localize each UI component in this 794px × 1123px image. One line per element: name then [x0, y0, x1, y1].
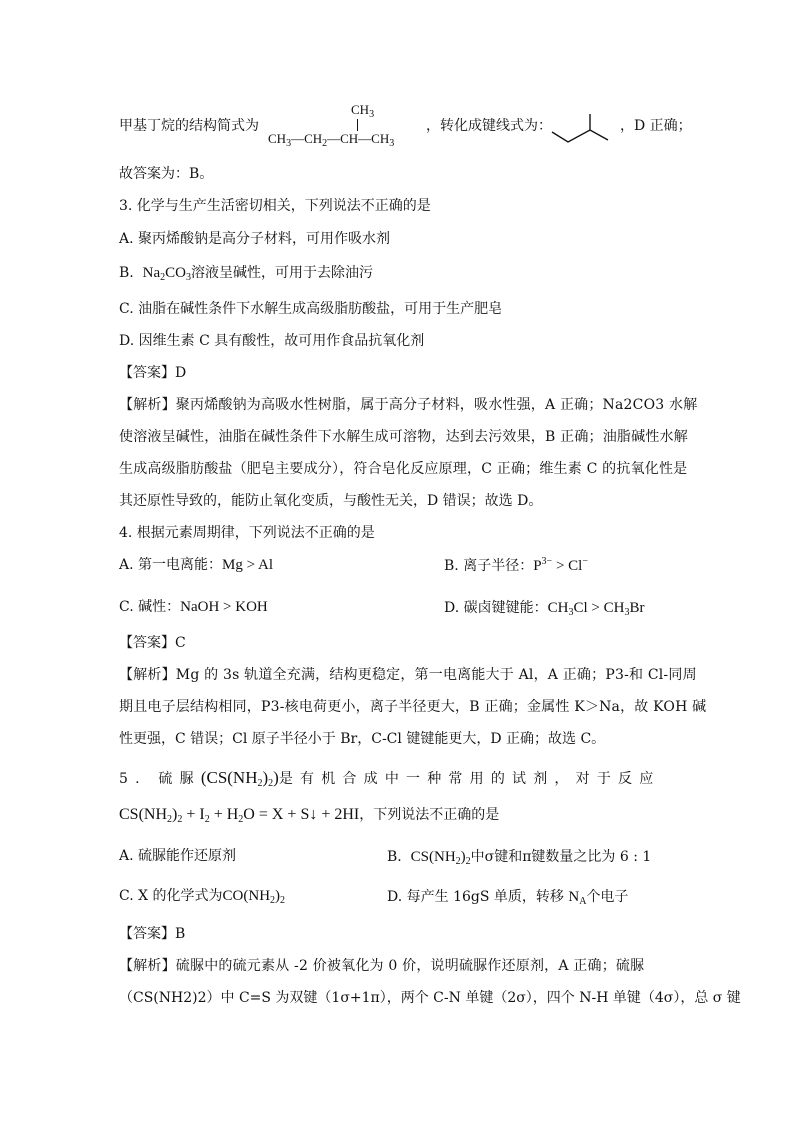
q3-option-a: A. 聚丙烯酸钠是高分子材料，可用作吸水剂 — [119, 231, 391, 247]
q5-option-d — [387, 886, 628, 906]
q5-option-a: A. 硫脲能作还原剂 — [119, 848, 237, 864]
q4-option-a — [119, 555, 273, 575]
answer-summary — [119, 164, 213, 184]
q5-option-d-text: 个电子 — [586, 889, 629, 905]
q3-option-b-label: B. — [119, 265, 134, 281]
q5-option-b-text: 中σ键和π键数量之比为 6 : 1 — [470, 849, 652, 865]
q5-stem-text: 是有机合成中一种常用的试剂，对于反应 — [278, 771, 661, 787]
q4-option-c — [119, 597, 268, 617]
q5-equation-line — [119, 805, 499, 825]
q4-option-b — [444, 555, 588, 575]
formula-top: $CH_3$ — [351, 102, 375, 120]
q3-option-c: C. 油脂在碱性条件下水解生成高级脂肪酸盐，可用于生产肥皂 — [119, 301, 503, 317]
q4-option-b-label: B. 离子半径： — [444, 558, 534, 574]
q4-option-a-label: A. 第一电离能： — [119, 557, 223, 573]
q5-answer: 【答案】B — [119, 926, 186, 942]
q3-option-b-formula: $Na_2CO_3$ — [142, 265, 191, 283]
answer-summary-text: 故答案为：B。 — [119, 166, 214, 182]
formula-bond-vertical — [357, 119, 358, 131]
q5-option-c-label: C. X 的化学式为 — [119, 888, 223, 904]
q5-option-d-formula: $N_A$ — [568, 889, 587, 907]
q4-stem: 4. 根据元素周期律，下列说法不正确的是 — [119, 525, 375, 541]
q5-stem — [119, 768, 660, 789]
q3-analysis-line: 生成高级脂肪酸盐（肥皂主要成分），符合皂化反应原理，C 正确；维生素 C 的抗氧化性是 — [119, 461, 688, 477]
q3-option-b-text: 溶液呈碱性，可用于去除油污 — [191, 265, 373, 281]
q5-analysis-line: （CS(NH2)2）中 C=S 为双键（1σ+1π），两个 C-N 单键（2σ），四个 N-H 单键（4σ），总 σ 键 — [119, 990, 741, 1006]
q5-stem-label: 5. 硫脲 — [119, 771, 201, 787]
tail-text — [620, 116, 692, 136]
q3-analysis-line: 【解析】聚丙烯酸钠为高吸水性树脂，属于高分子材料，吸水性强，A 正确；Na2CO3 水解 — [119, 397, 698, 413]
q4-option-d — [444, 597, 644, 617]
q5-equation: $CS(NH_2)_2 + I_2 + H_2O = X$ + S↓ + 2HI — [119, 806, 360, 825]
q4-analysis-line: 【解析】Mg 的 3s 轨道全充满，结构更稳定，第一电离能大于 Al，A 正确；P3-和 Cl-同周 — [119, 667, 697, 683]
q4-option-c-math: NaOH > KOH — [180, 599, 268, 615]
q5-stem-formula: $(CS(NH_2)_2)$ — [200, 768, 279, 789]
q4-option-d-math: $CH_3Cl > CH_3Br$ — [547, 600, 645, 618]
q3-stem: 3. 化学与生产生活密切相关，下列说法不正确的是 — [119, 198, 431, 214]
q5-option-b-label: B. — [387, 849, 402, 865]
mid-label: ，转化成键线式为： — [426, 118, 552, 134]
q5-analysis-line: 【解析】硫脲中的硫元素从 -2 价被氧化为 0 价，说明硫脲作还原剂，A 正确；硫脲 — [119, 958, 645, 974]
q4-analysis-line: 期且电子层结构相同，P3-核电荷更小，离子半径更大，B 正确；金属性 K＞Na，故 KOH 碱 — [119, 699, 707, 715]
mid-text — [426, 116, 552, 136]
lead-text: 甲基丁烷的结构简式为 — [119, 118, 259, 134]
q3-option-d: D. 因维生素 C 具有酸性，故可用作食品抗氧化剂 — [119, 333, 425, 349]
q4-option-d-label: D. 碳卤键键能： — [444, 600, 548, 616]
q5-equation-tail: ，下列说法不正确的是 — [359, 807, 500, 823]
q3-analysis-line: 其还原性导致的，能防止氧化变质，与酸性无关，D 错误；故选 D。 — [119, 493, 543, 509]
tail-label: ，D 正确； — [620, 118, 692, 134]
q5-option-b — [387, 846, 651, 866]
q4-option-c-label: C. 碱性： — [119, 599, 181, 615]
skeletal-formula-icon — [550, 112, 614, 146]
q4-answer: 【答案】C — [119, 635, 186, 651]
q5-option-c-formula: $CO(NH_2)_2$ — [222, 888, 286, 906]
q3-answer: 【答案】D — [119, 365, 187, 381]
q5-option-b-formula: $CS(NH_2)_2$ — [410, 849, 471, 867]
q3-option-b — [119, 263, 373, 283]
q3-analysis-line: 使溶液呈碱性，油脂在碱性条件下水解生成可溶物，达到去污效果，B 正确；油脂碱性水解 — [119, 429, 688, 445]
formula-bottom: $CH_3—CH_2—CH—CH_3$ — [268, 131, 395, 149]
q5-option-c — [119, 886, 285, 906]
q4-option-a-math: Mg > Al — [222, 557, 273, 573]
q5-option-d-label: D. 每产生 16gS 单质，转移 — [387, 889, 564, 905]
q4-analysis-line: 性更强，C 错误；Cl 原子半径小于 Br，C-Cl 键键能更大，D 正确；故选 C。 — [119, 731, 606, 747]
q4-option-b-math: $P^{3-} > Cl^-$ — [533, 556, 588, 574]
continuation-line — [119, 116, 259, 136]
